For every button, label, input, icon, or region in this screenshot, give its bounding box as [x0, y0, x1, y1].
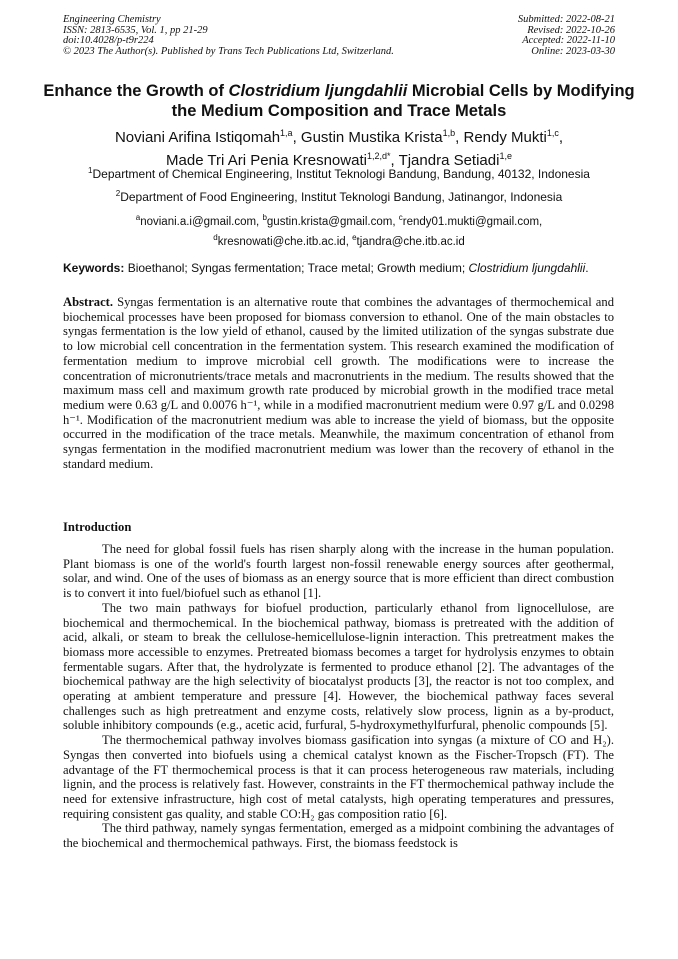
author: Tjandra Setiadi$^{1,e}$: [398, 151, 512, 169]
dates-info: [518, 15, 615, 57]
paper-title: [40, 81, 638, 121]
affiliation: $^1$Department of Chemical Engineering, Institut Teknologi Bandung, Bandung, 40132, Indonesia: [88, 166, 590, 181]
email-list: $^a$noviani.a.i@gmail.com, $^b$gustin.krista@gmail.com, $^c$rendy01.mukti@gmail.com, $^d$kresnowati@che.itb.ac.id, $^e$tjandra@che.itb.ac.id: [135, 213, 543, 248]
author-list: [30, 124, 648, 170]
author: Rendy Mukti$^{1,c}$,: [463, 128, 564, 146]
journal-name: Engineering Chemistry: [63, 14, 161, 25]
submitted-date: Submitted: 2022-08-21: [517, 14, 615, 25]
abstract: [63, 295, 614, 471]
paragraph: The third pathway, namely syngas fermentation, emerged as a midpoint combining the advantages of the biochemical and thermochemical pathways. First, the biomass feedstock is: [63, 821, 614, 851]
journal-info: [63, 15, 394, 57]
online-date: Online: 2023-03-30: [531, 45, 615, 57]
email[interactable]: rendy01.mukti@gmail.com,: [402, 215, 543, 228]
doi: doi:10.4028/p-t9r224: [63, 35, 154, 47]
title-species: Clostridium ljungdahlii: [228, 82, 408, 100]
author: Gustin Mustika Krista$^{1,b}$,: [300, 128, 464, 146]
email[interactable]: gustin.krista@gmail.com,: [266, 215, 399, 228]
email[interactable]: tjandra@che.itb.ac.id: [356, 235, 465, 248]
author: Made Tri Ari Penia Kresnowati$^{1,2,d*}$,: [166, 151, 399, 169]
paragraph: The thermochemical pathway involves biomass gasification into syngas (a mixture of CO and H₂). Syngas then converted into biofuels using a chemical catalyst known as the Fischer-Tropsch (FT). The advantage of the FT thermochemical process is that it can process heterogeneous raw materials, including lignin, and the process is relatively fast. However, constraints in the FT thermochemical pathway include the need for extensive infrastructure, high cost of metal catalysts, high operating temperatures and pressures, requiring consistent gas quality, and stable CO:H₂ gas composition ratio [6].: [63, 733, 614, 821]
section-heading: Introduction: [63, 520, 132, 534]
introduction-body: [63, 542, 614, 851]
paragraph: The two main pathways for biofuel production, particularly ethanol from lignocellulose, are biochemical and thermochemical. In the biochemical pathway, biomass is pretreated with the addition of acid, alkali, or steam to break the cellulose-hemicellulose-lignin interaction. This pretreatment makes the biomass more accessible to enzymes. Pretreated biomass becomes a target for hydrolysis enzymes to obtain fermentable sugars. After that, the hydrolyzate is fermented to produce ethanol [2]. The advantages of the biochemical pathway are the high selectivity of biocatalyst products [3], the reactor is not too complex, and operating at ambient temperature and pressure [4]. However, the biochemical pathway faces several challenges such as high pretreatment and enzyme costs, relatively slow process, lignin as a by-product, soluble inhibitory compounds (e.g., acetic acid, furfural, 5-hydroxymethylfurfural, phenolic compounds [5].: [63, 600, 614, 733]
revised-date: Revised: 2022-10-26: [527, 24, 615, 36]
issn: ISSN: 2813-6535, Vol. 1, pp 21-29: [63, 24, 208, 36]
title-part: Enhance the Growth of: [43, 82, 229, 100]
author: Noviani Arifina Istiqomah$^{1,a}$,: [114, 128, 301, 146]
abstract-label: Abstract.: [63, 295, 114, 309]
paragraph: The need for global fossil fuels has risen sharply along with the increase in the human population. Plant biomass is one of the world's fourth largest non-fossil renewable energy sources after geothermal, solar, and wind. One of the uses of biomass as an energy source that is more efficient than direct combustion is to convert it into fuel/biofuel such as ethanol [1].: [63, 542, 614, 601]
title-part: Microbial Cells by Modifying the Medium Composition and Trace Metals: [171, 82, 635, 120]
accepted-date: Accepted: 2022-11-10: [522, 35, 615, 47]
copyright: © 2023 The Author(s). Published by Trans Tech Publications Ltd, Switzerland.: [63, 45, 394, 57]
affiliation: $^2$Department of Food Engineering, Institut Teknologi Bandung, Jatinangor, Indonesia: [115, 189, 563, 204]
email[interactable]: noviani.a.i@gmail.com,: [140, 215, 263, 228]
email[interactable]: kresnowati@che.itb.ac.id,: [217, 235, 353, 248]
keywords: Keywords: Bioethanol; Syngas fermentation; Trace metal; Growth medium; Clostridium ljungdahlii.: [63, 261, 589, 275]
abstract-text: Syngas fermentation is an alternative route that combines the advantages of thermochemical and biochemical processes have been proposed for biomass conversion to ethanol. One of the main obstacles to syngas fermentation is the low yield of ethanol, caused by the limited utilization of the syngas substrate due to low microbial cell concentration in the fermentation system. This research examined the modification of fermentation medium to improve microbial cell growth. The modifications were to increase the concentration of micronutrients/trace metals and macronutrients in the medium. The results showed that the maximum mass cell and maximum growth rate produced by microbial growth in the modified trace metal medium were 0.63 g/L and 0.0076 h⁻¹, while in a modified macronutrient medium were 0.97 g/L and 0.0298 h⁻¹. Modification of the macronutrient medium was able to increase the yield of biomass, but the opposite occurred in the modification of the trace metals. Meanwhile, the maximum concentration of ethanol from syngas fermentation in the modified macronutrient medium was lower than the recovery of ethanol in the standard medium.: [63, 295, 614, 471]
